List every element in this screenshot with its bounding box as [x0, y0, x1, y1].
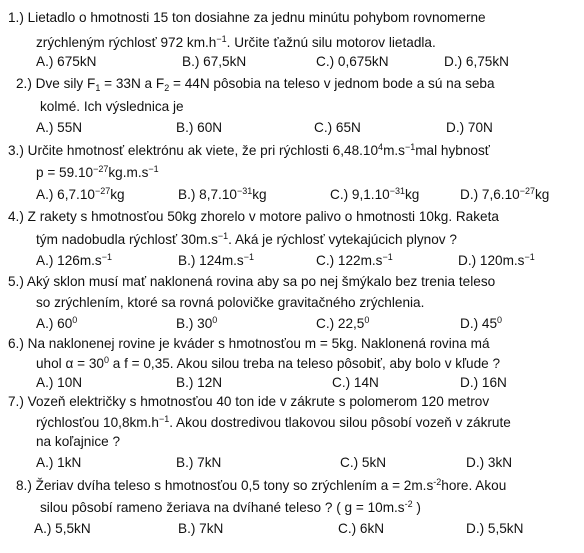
- question-4-option-b: B.) $124m.s^{-1}$: [178, 252, 254, 268]
- question-1-line-2: zrýchleným rýchlosť 972 $km.h^{-1}$. Určite ťažnú silu motorov lietadla.: [36, 34, 436, 50]
- question-2-option-c: C.) 65N: [314, 120, 361, 135]
- question-8-line-1: 8.) Žeriav dvíha teleso s hmotnosťou 0,5 tony so zrýchlením $a = 2m.s^{-2}hore$. Akou: [16, 477, 507, 493]
- question-2-option-b: B.) 60N: [176, 120, 223, 135]
- question-5-option-b: B.) $30^0$: [176, 315, 218, 331]
- question-3-option-c: C.) $9,1.10^{-31}kg$: [330, 186, 420, 202]
- question-5-line-1: 5.) Aký sklon musí mať naklonená rovina aby sa po nej šmýkalo bez trenia teleso: [8, 274, 496, 289]
- question-4-option-a: A.) $126m.s^{-1}$: [36, 252, 112, 268]
- question-8-option-b: B.) 7kN: [178, 521, 224, 536]
- question-6-line-1: 6.) Na naklonenej rovine je kváder s hmotnosťou m = 5kg. Naklonená rovina má: [8, 336, 490, 351]
- question-7-option-d: D.) 3kN: [466, 455, 513, 470]
- question-5-line-2: so zrýchlením, ktoré sa rovná polovičke gravitačného zrýchlenia.: [36, 295, 425, 310]
- question-1-option-c: C.) 0,675kN: [316, 54, 389, 69]
- question-4-line-1: 4.) Z rakety s hmotnosťou 50kg zhorelo v motore palivo o hmotnosti 10kg. Raketa: [8, 209, 499, 224]
- question-2-option-a: A.) 55N: [36, 120, 83, 135]
- question-1-option-a: A.) 675kN: [36, 54, 97, 69]
- question-7-line-3: na koľajnice ?: [36, 434, 121, 449]
- question-6-option-b: B.) 12N: [176, 375, 223, 390]
- question-4-option-c: C.) $122m.s^{-1}$: [316, 252, 393, 268]
- question-2-option-d: D.) 70N: [446, 120, 493, 135]
- question-3-option-a: A.) $6,7.10^{-27}kg$: [36, 186, 125, 202]
- question-7-option-b: B.) 7kN: [176, 455, 222, 470]
- question-3-line-2: $p = 59.10^{-27}kg.m.s^{-1}$: [36, 164, 159, 180]
- question-5-option-d: D.) $45^0$: [460, 315, 503, 331]
- question-2-line-2: kolmé. Ich výslednica je: [40, 99, 184, 114]
- question-7-option-a: A.) 1kN: [36, 455, 82, 470]
- question-3-option-b: B.) $8,7.10^{-31}kg$: [178, 186, 267, 202]
- question-6-option-d: D.) 16N: [460, 375, 507, 390]
- question-7-line-2: rýchlosťou $10,8km.h^{-1}$. Akou dostredivou tlakovou silou pôsobí vozeň v zákrute: [36, 414, 511, 430]
- question-6-option-c: C.) 14N: [332, 375, 379, 390]
- question-2-line-1: 2.) Dve sily $F_1 = 33N$ a $F_2 = 44N$ pôsobia na teleso v jednom bode a sú na seba: [16, 76, 495, 93]
- question-1-option-d: D.) 6,75kN: [444, 54, 509, 69]
- question-8-option-d: D.) 5,5kN: [466, 521, 524, 536]
- question-3-option-d: D.) $7,6.10^{-27}kg$: [460, 186, 550, 202]
- question-8-option-a: A.) 5,5kN: [34, 521, 91, 536]
- question-7-line-1: 7.) Vozeň električky s hmotnosťou 40 ton ide v zákrute s polomerom 120 metrov: [8, 394, 490, 409]
- question-4-option-d: D.) $120m.s^{-1}$: [458, 252, 535, 268]
- question-8-option-c: C.) 6kN: [338, 521, 385, 536]
- question-3-line-1: 3.) Určite hmotnosť elektrónu ak viete, že pri rýchlosti $6,48.10^4m.s^{-1}mal$ hybnosť: [8, 142, 490, 158]
- question-7-option-c: C.) 5kN: [340, 455, 387, 470]
- question-8-line-2: silou pôsobí rameno žeriava na dvíhané teleso ? ( $g = 10m.s^{-2}$ ): [40, 499, 421, 515]
- question-1-line-1: 1.) Lietadlo o hmotnosti 15 ton dosiahne za jednu minútu pohybom rovnomerne: [8, 10, 486, 25]
- question-4-line-2: tým nadobudla rýchlosť $30m.s^{-1}$. Aká je rýchlosť vytekajúcich plynov ?: [36, 231, 457, 247]
- question-5-option-c: C.) 22,5$^0$: [316, 315, 370, 331]
- question-1-option-b: B.) 67,5kN: [182, 54, 247, 69]
- question-5-option-a: A.) $60^0$: [36, 315, 78, 331]
- question-6-option-a: A.) 10N: [36, 375, 83, 390]
- question-6-line-2: uhol $\alpha = 30^0$ a f = 0,35. Akou silou treba na teleso pôsobiť, aby bolo v kľude ?: [36, 355, 501, 371]
